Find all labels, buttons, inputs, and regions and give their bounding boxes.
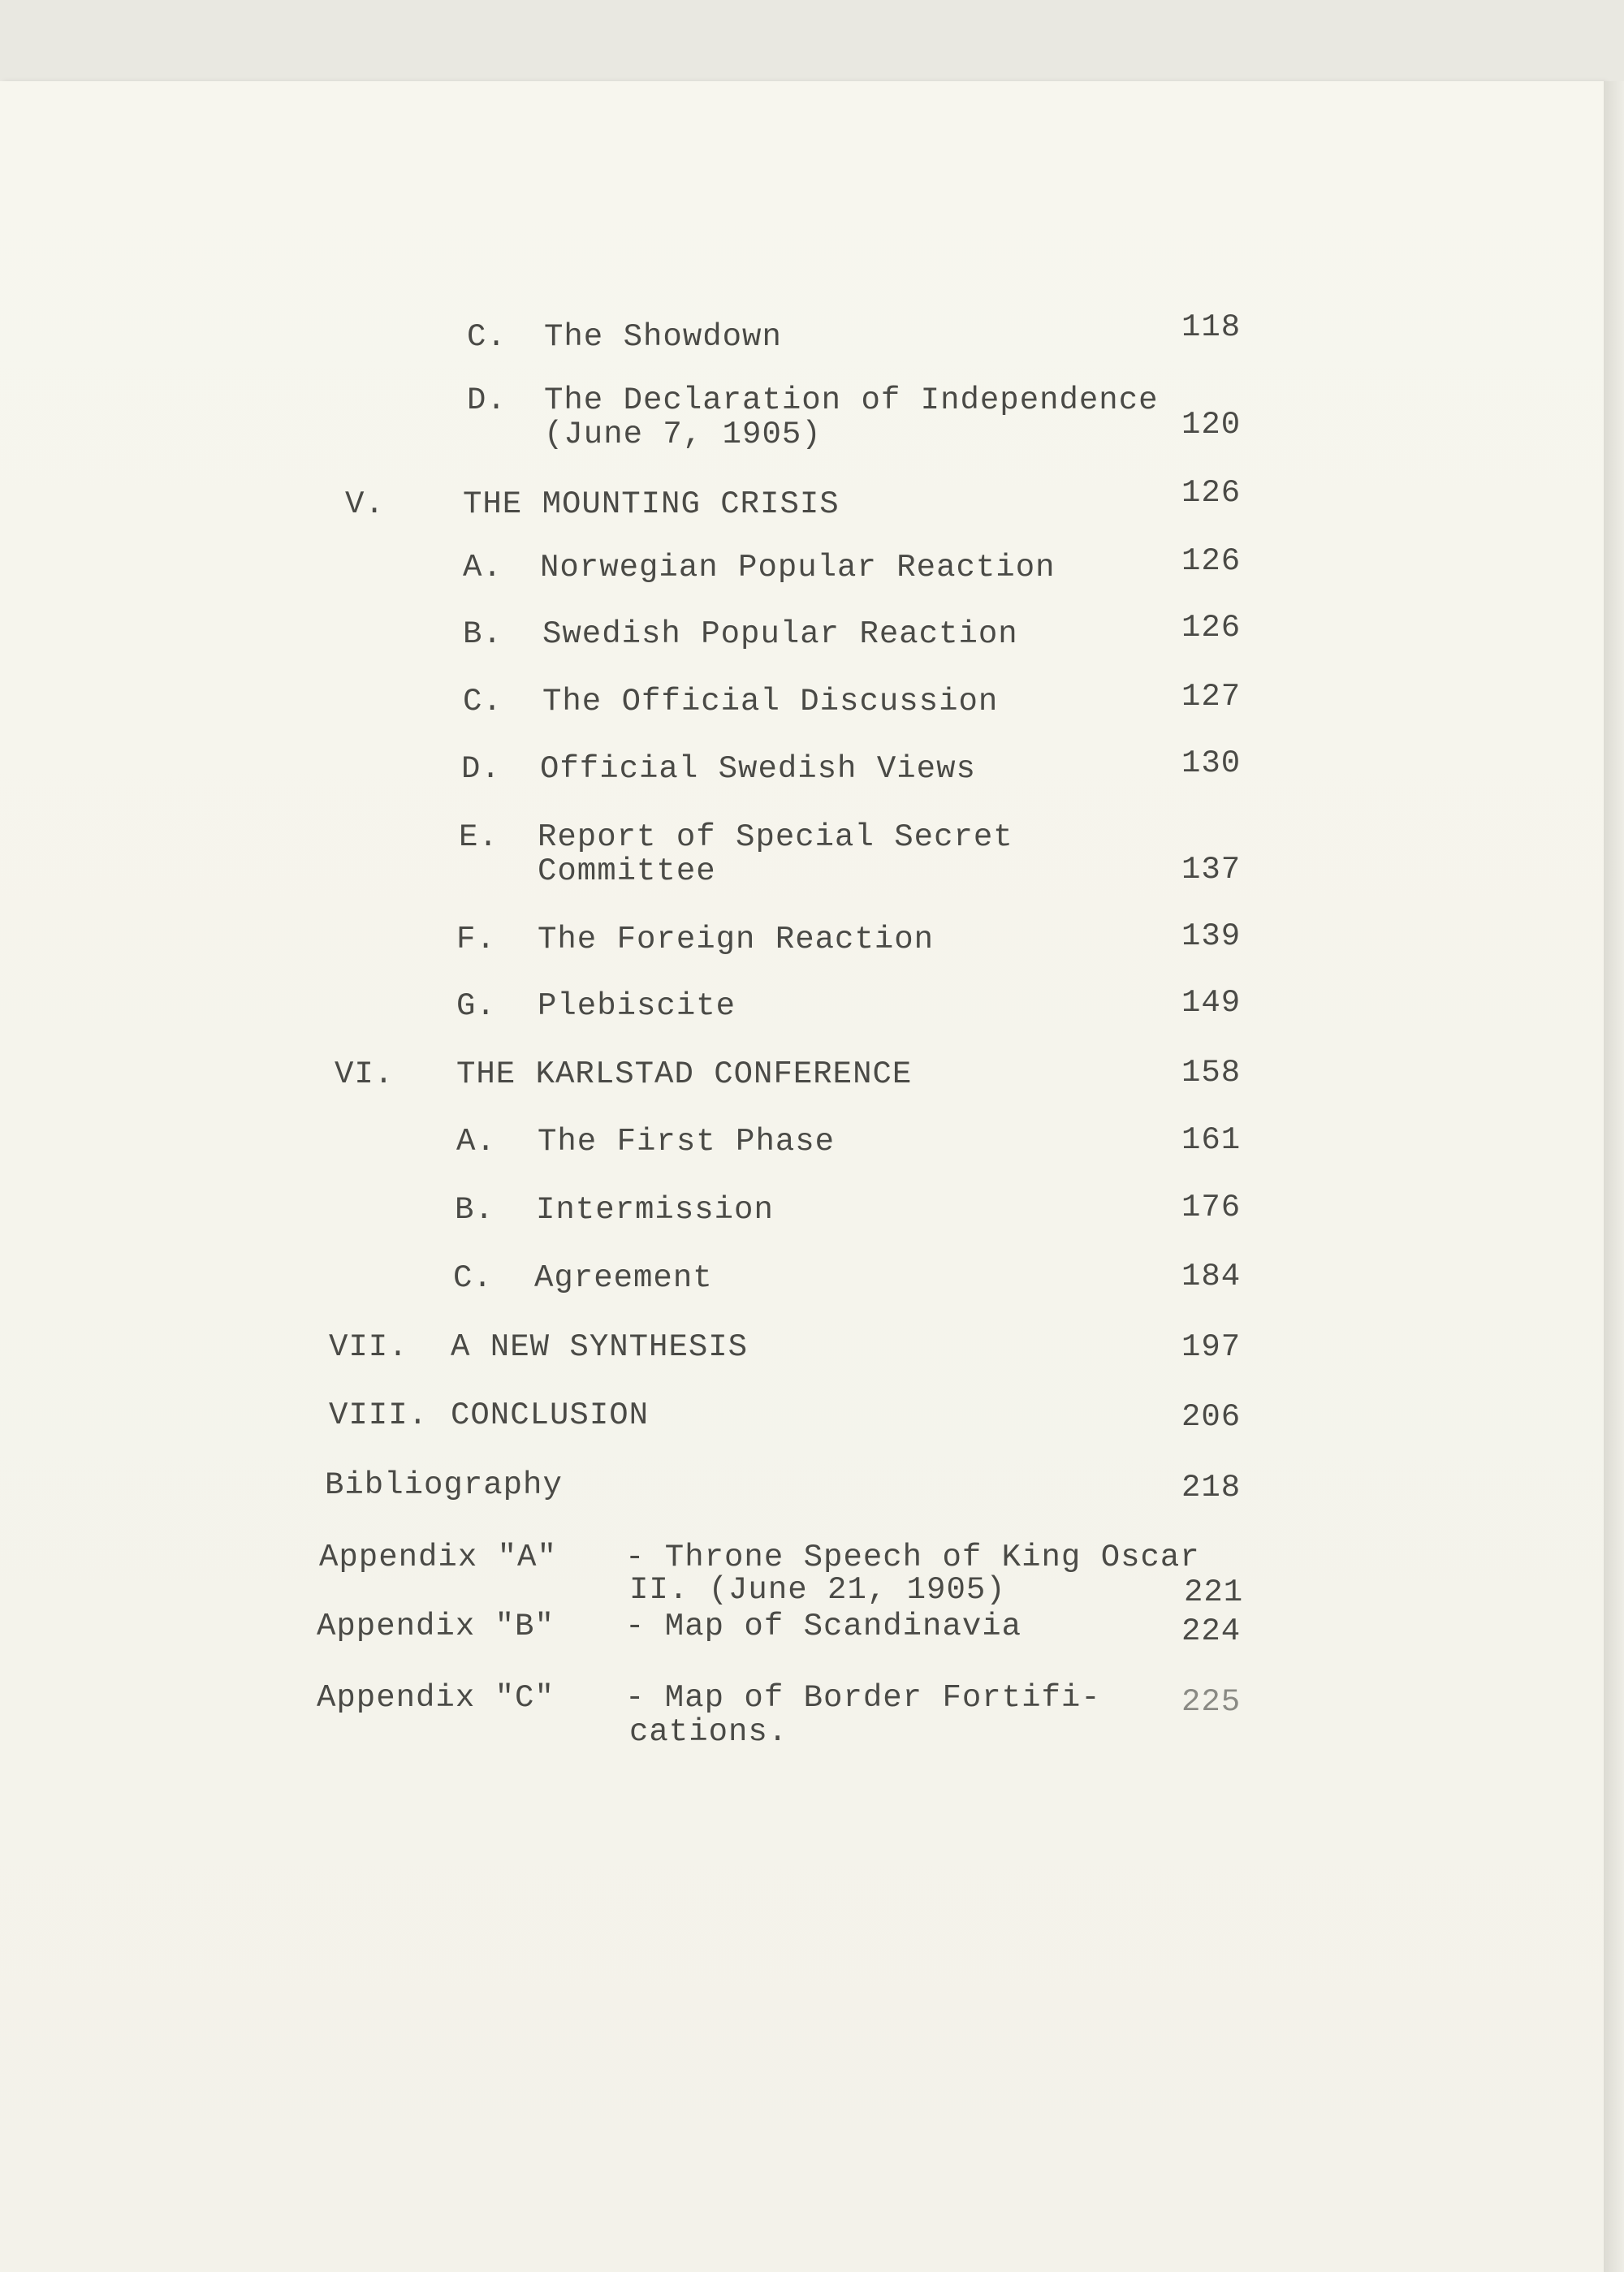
toc-label-app-a: Appendix "A" bbox=[319, 1540, 557, 1575]
page-edge bbox=[1604, 81, 1624, 2272]
toc-label-vi-c: C. bbox=[453, 1260, 493, 1296]
toc-label-v-g: G. bbox=[456, 988, 496, 1024]
toc-page-app-a: 221 bbox=[1184, 1574, 1244, 1610]
toc-label-v-d: D. bbox=[461, 751, 501, 787]
toc-title-vi-c: Agreement bbox=[534, 1260, 713, 1296]
toc-label-v-c: C. bbox=[463, 684, 503, 719]
toc-page-vi-a: 161 bbox=[1181, 1122, 1242, 1158]
toc-page-v-g: 149 bbox=[1181, 985, 1242, 1021]
toc-title-v-g: Plebiscite bbox=[538, 988, 736, 1024]
toc-page-viii: 206 bbox=[1181, 1399, 1242, 1435]
toc-title-d-declaration: The Declaration of Independence bbox=[544, 382, 1159, 418]
toc-page-vi-c: 184 bbox=[1181, 1259, 1242, 1294]
toc-page-app-b: 224 bbox=[1181, 1613, 1242, 1649]
toc-label-vii: VII. bbox=[329, 1329, 408, 1365]
toc-page-v-f: 139 bbox=[1181, 918, 1242, 954]
toc-page-v-d: 130 bbox=[1181, 745, 1242, 781]
toc-title-cont-app-a: II. (June 21, 1905) bbox=[629, 1572, 1006, 1608]
toc-title-v-b: Swedish Popular Reaction bbox=[542, 616, 1018, 652]
toc-page-bib: 218 bbox=[1181, 1470, 1242, 1505]
toc-title-v-d: Official Swedish Views bbox=[540, 751, 976, 787]
toc-title-app-b: - Map of Scandinavia bbox=[625, 1609, 1022, 1644]
toc-label-v-b: B. bbox=[463, 616, 503, 652]
toc-title-vi: THE KARLSTAD CONFERENCE bbox=[456, 1056, 913, 1092]
toc-label-v-a: A. bbox=[463, 550, 503, 585]
toc-title-vi-b: Intermission bbox=[536, 1192, 774, 1228]
toc-label-v-f: F. bbox=[456, 922, 496, 957]
toc-label-c-showdown: C. bbox=[467, 319, 507, 355]
toc-title-v-c: The Official Discussion bbox=[542, 684, 999, 719]
toc-page-v-e: 137 bbox=[1181, 852, 1242, 888]
toc-title-bib: Bibliography bbox=[325, 1467, 563, 1503]
toc-title-c-showdown: The Showdown bbox=[544, 319, 782, 355]
toc-title-cont-d-declaration: (June 7, 1905) bbox=[544, 417, 822, 452]
toc-title-v-a: Norwegian Popular Reaction bbox=[540, 550, 1056, 585]
toc-page-v-c: 127 bbox=[1181, 679, 1242, 715]
toc-title-v: THE MOUNTING CRISIS bbox=[463, 486, 840, 522]
toc-label-v: V. bbox=[345, 486, 385, 522]
toc-title-viii: CONCLUSION bbox=[451, 1397, 650, 1433]
toc-label-viii: VIII. bbox=[329, 1397, 429, 1433]
toc-page-d-declaration: 120 bbox=[1181, 407, 1242, 443]
toc-title-app-c: - Map of Border Fortifi- bbox=[625, 1680, 1101, 1716]
toc-page-vi-b: 176 bbox=[1181, 1190, 1242, 1225]
toc-label-vi: VI. bbox=[335, 1056, 395, 1092]
toc-title-cont-v-e: Committee bbox=[538, 853, 716, 889]
toc-label-vi-b: B. bbox=[455, 1192, 495, 1228]
toc-title-v-e: Report of Special Secret bbox=[538, 819, 1013, 855]
toc-page-c-showdown: 118 bbox=[1181, 309, 1242, 345]
toc-label-app-c: Appendix "C" bbox=[317, 1680, 555, 1716]
toc-page-v: 126 bbox=[1181, 475, 1242, 511]
toc-page-vii: 197 bbox=[1181, 1329, 1242, 1365]
toc-page-app-c: 225 bbox=[1181, 1684, 1242, 1720]
toc-title-vii: A NEW SYNTHESIS bbox=[451, 1329, 749, 1365]
toc-page-vi: 158 bbox=[1181, 1055, 1242, 1091]
toc-label-v-e: E. bbox=[459, 819, 499, 855]
toc-label-app-b: Appendix "B" bbox=[317, 1609, 555, 1644]
toc-label-vi-a: A. bbox=[456, 1124, 496, 1160]
toc-title-cont-app-c: cations. bbox=[629, 1714, 788, 1750]
toc-label-d-declaration: D. bbox=[467, 382, 507, 418]
toc-title-app-a: - Throne Speech of King Oscar bbox=[625, 1540, 1200, 1575]
toc-page-v-b: 126 bbox=[1181, 610, 1242, 646]
toc-page-v-a: 126 bbox=[1181, 543, 1242, 579]
toc-title-vi-a: The First Phase bbox=[538, 1124, 836, 1160]
toc-title-v-f: The Foreign Reaction bbox=[538, 922, 935, 957]
